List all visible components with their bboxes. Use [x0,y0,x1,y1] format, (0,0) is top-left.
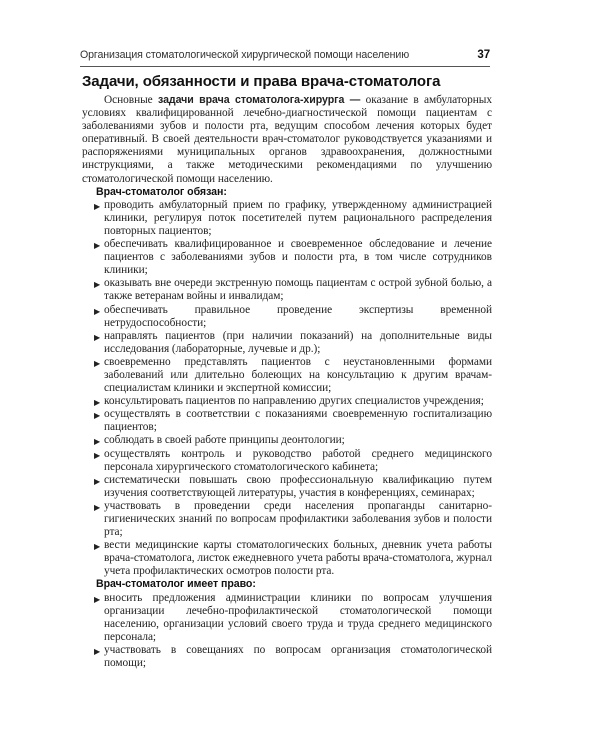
running-header [80,49,490,61]
triangle-bullet-icon: ▶ [94,450,101,460]
duty-item [82,448,492,474]
duty-item-text: проводить амбулаторный прием по графику, утвержденному администрацией клиники, регулируя поток посетителей путем рационального распределения повторных пациентов; [104,198,492,237]
duty-item [82,539,492,578]
duties-heading: Врач-стоматолог обязан: [96,185,227,198]
duty-item-text: вести медицинские карты стоматологических больных, дневник учета работы врача-стоматолога, листок ежедневного учета работы врача-стоматолога, журнал учета профилактических осмотров полости рта. [104,539,492,578]
rights-heading: Врач-стоматолог имеет право: [96,578,256,591]
triangle-bullet-icon: ▶ [94,476,101,486]
duty-item-text: осуществлять в соответствии с показаниями своевременную госпитализацию пациентов; [104,408,492,434]
triangle-bullet-icon: ▶ [94,358,101,368]
duty-item [82,395,492,408]
triangle-bullet-icon: ▶ [94,306,101,316]
duty-item [82,408,492,434]
duty-item-text: оказывать вне очереди экстренную помощь пациентам с острой зубной болью, а также ветеранам войны и инвалидам; [104,277,492,303]
intro-paragraph [82,94,492,186]
duty-item-text: участвовать в проведении среди населения пропаганды санитарно-гигиенических знаний по вопросам профилактики заболевания зубов и полости рта; [104,499,492,539]
duty-item [82,330,492,356]
duty-item-text: систематически повышать свою профессиональную квалификацию путем изучения соответствующей литературы, участия в конференциях, семинарах; [104,473,492,499]
triangle-bullet-icon: ▶ [94,646,101,656]
duty-item [82,199,492,238]
duty-item-text: консультировать пациентов по направлению других специалистов учреждения; [104,395,484,408]
right-item [82,644,492,670]
duty-item-text: осуществлять контроль и руководство работой среднего медицинского персонала хирургического стоматологического кабинета; [104,447,492,473]
rights-list [82,592,492,671]
duty-item [82,434,492,447]
triangle-bullet-icon: ▶ [94,542,101,552]
triangle-bullet-icon: ▶ [94,502,101,512]
section-title: Задачи, обязанности и права врача-стоматолога [82,73,441,90]
triangle-bullet-icon: ▶ [94,280,101,290]
duty-item [82,500,492,539]
duty-item [82,277,492,303]
duties-list [82,199,492,579]
body-text [82,94,492,670]
duty-item [82,304,492,330]
intro-rest: оказание в амбулаторных условиях квалифицированной лечебно-диагностической помощи пациентам с заболеваниями зубов и полости рта, ведущим способом лечения которых будет оперативный. В своей деятельности врач-стоматолог руководствуется указаниями и распоряжениями муниципальных органов здравоохранения, должностными инструкциями, а также методическими рекомендациями по улучшению стоматологической помощи населению. [82,94,493,185]
running-title: Организация стоматологической хирургической помощи населению [80,49,410,61]
duty-item [82,474,492,500]
intro-bold-term: задачи врача стоматолога-хирурга — [158,94,361,106]
right-item [82,592,492,644]
triangle-bullet-icon: ▶ [94,332,101,342]
duty-item [82,238,492,277]
duty-item-text: обеспечивать квалифицированное и своевременное обследование и лечение пациентов с заболеваниями зубов и полости рта, в том числе сотрудников клиники; [104,238,492,277]
duty-item-text: своевременно представлять пациентов с неустановленными формами заболеваний или длительно болеющих на консультацию к другим врачам-специалистам клиники и экспертной комиссии; [104,355,492,395]
triangle-bullet-icon: ▶ [94,437,101,447]
triangle-bullet-icon: ▶ [94,201,101,211]
triangle-bullet-icon: ▶ [94,398,101,408]
duty-item-text: обеспечивать правильное проведение экспертизы временной нетрудоспособности; [104,303,492,329]
triangle-bullet-icon: ▶ [94,594,101,604]
intro-lead: Основные [104,94,153,106]
right-item-text: участвовать в совещаниях по вопросам организация стоматологической помощи; [104,643,492,670]
triangle-bullet-icon: ▶ [94,411,101,421]
triangle-bullet-icon: ▶ [94,241,101,251]
page-number: 37 [477,49,490,61]
duty-item-text: соблюдать в своей работе принципы деонтологии; [104,434,345,447]
duty-item-text: направлять пациентов (при наличии показаний) на дополнительные виды исследования (лабораторные, лучевые и др.); [104,329,492,355]
header-rule [80,66,490,67]
duty-item [82,356,492,395]
right-item-text: вносить предложения администрации клиники по вопросам улучшения организации лечебно-профилактической стоматологической помощи населению, организации условий своего труда и труда среднего медицинского персонала; [104,591,492,643]
